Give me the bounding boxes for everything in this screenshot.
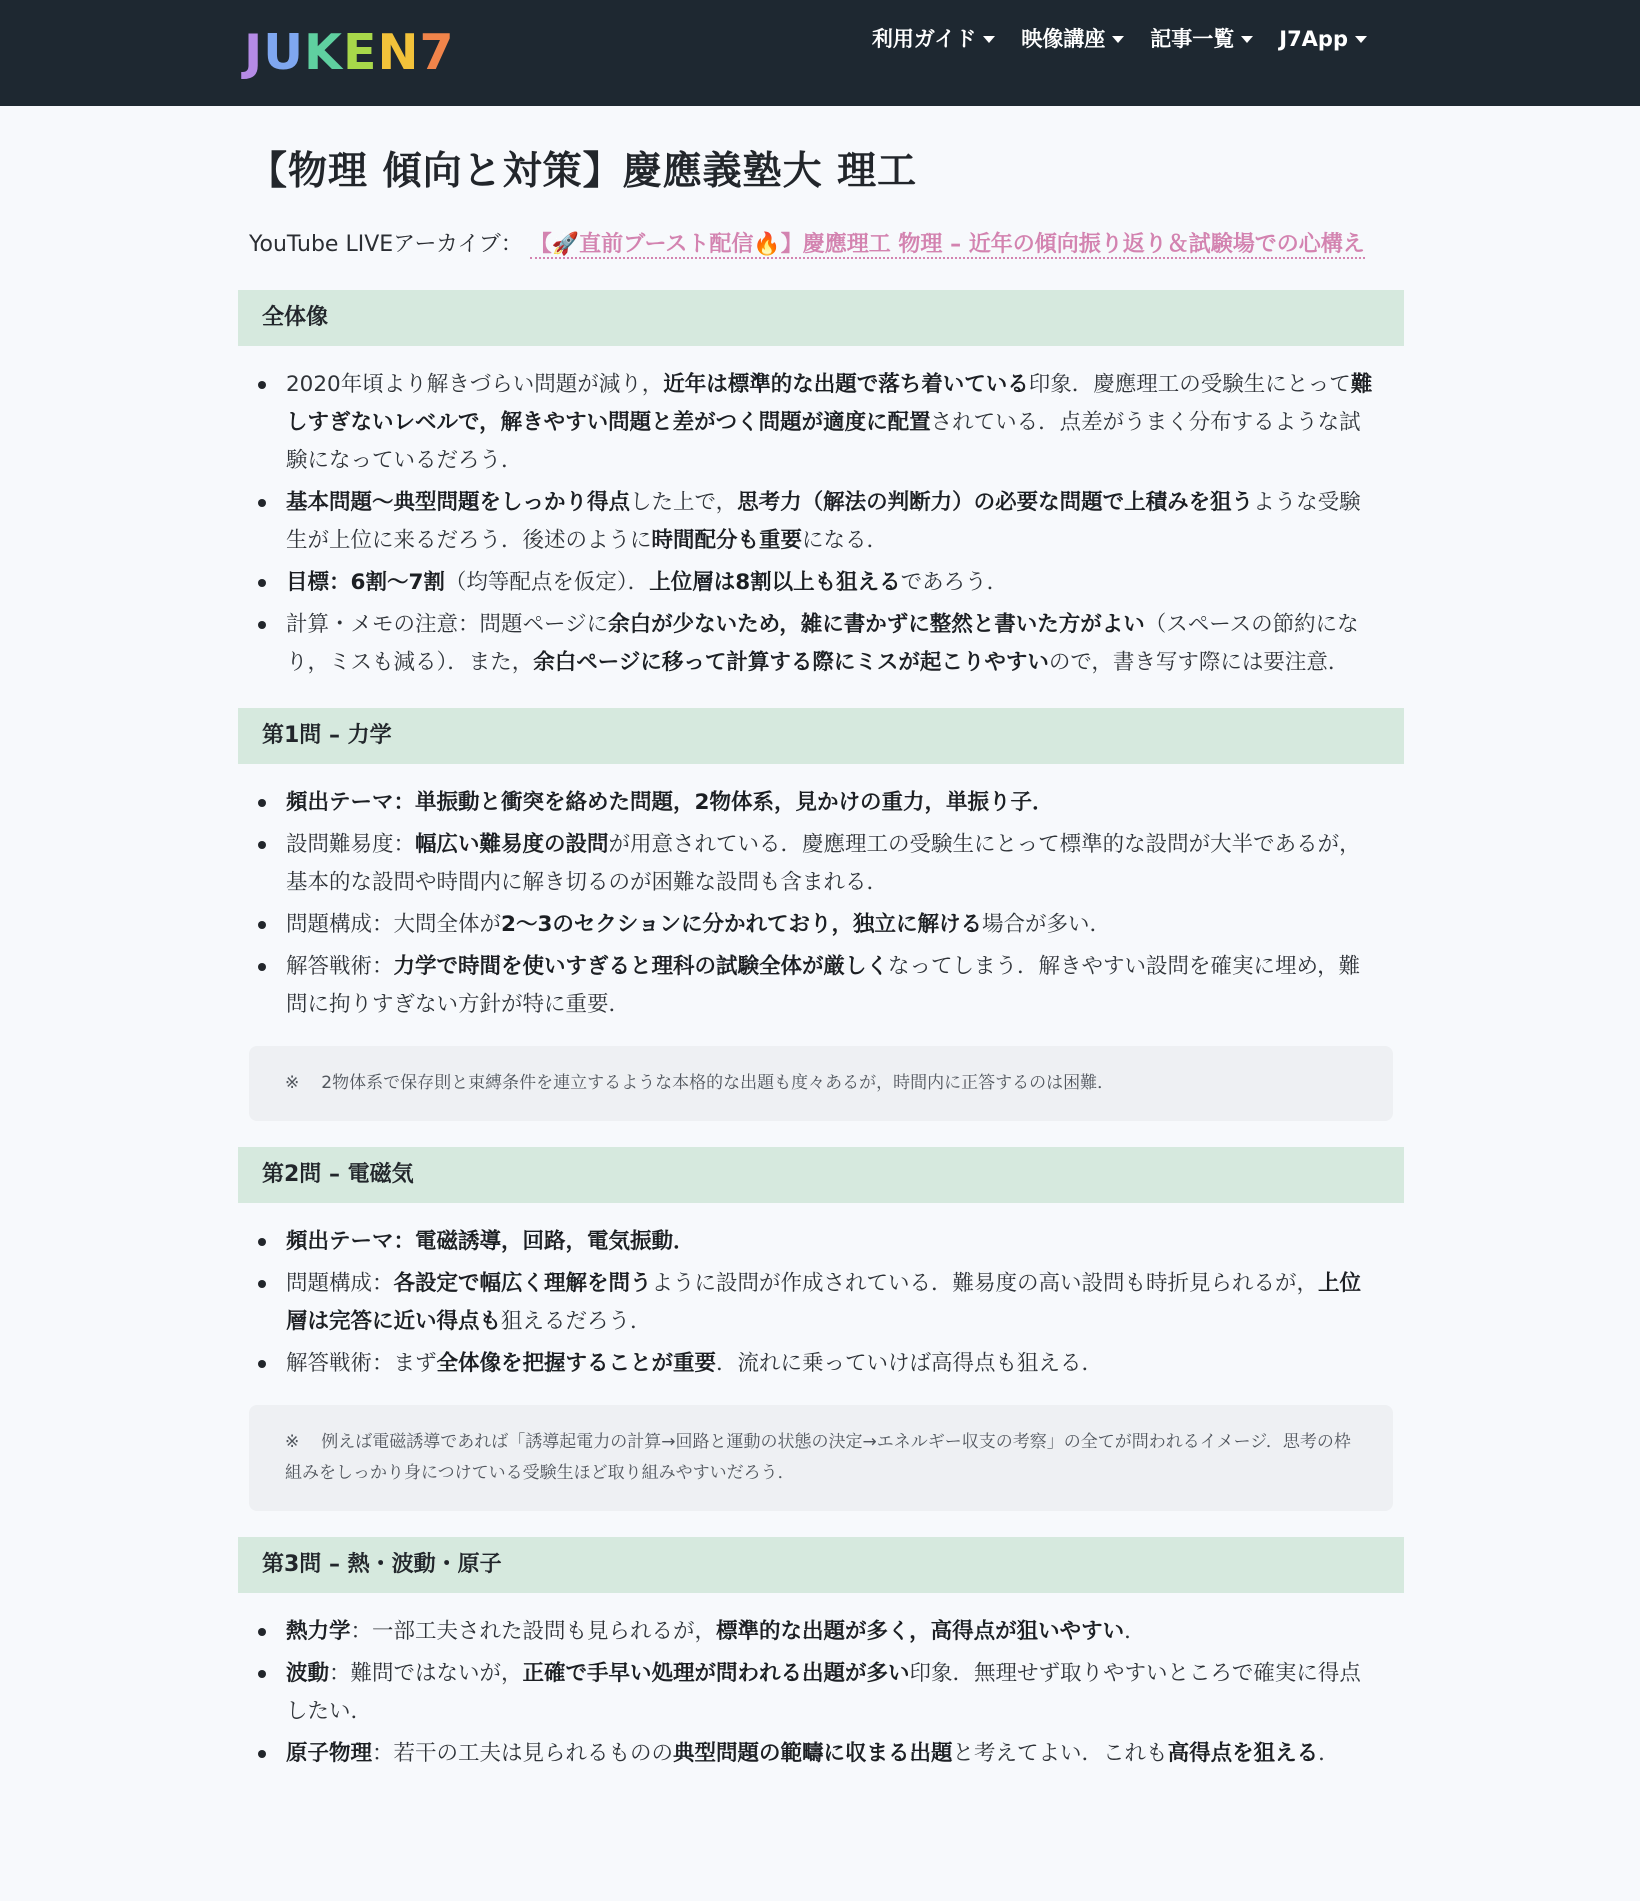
logo-letter: 7: [419, 24, 455, 81]
bullet-list: [238, 784, 1404, 1024]
page-title: 【物理 傾向と対策】慶應義塾大 理工: [248, 149, 918, 194]
emphasis-text: 熱力学: [286, 1619, 351, 1644]
main-nav-menu: [872, 22, 1367, 56]
logo-letter: N: [377, 24, 420, 81]
body-text: 計算・メモの注意：問題ページに: [286, 612, 609, 637]
body-text: ．流れに乗っていけば高得点も狙える．: [716, 1351, 1104, 1376]
note-box: [249, 1405, 1393, 1511]
bullet-item: [286, 1265, 1380, 1341]
emphasis-text: 力学で時間を使いすぎると理科の試験全体が厳しく: [393, 954, 889, 979]
body-text: ：若干の工夫は見られるものの: [372, 1741, 674, 1766]
nav-dropdown-label: J7App: [1279, 27, 1348, 51]
note-mark: ※: [285, 1432, 300, 1452]
note-text: 2物体系で保存則と束縛条件を連立するような本格的な出題も度々あるが，時間内に正答するのは困難．: [321, 1073, 1115, 1093]
emphasis-text: 時間配分も重要: [651, 528, 803, 553]
body-text: 2020年頃より解きづらい問題が減り，: [286, 372, 664, 397]
logo-letter: U: [263, 24, 305, 81]
body-text: （均等配点を仮定）．: [444, 570, 650, 595]
emphasis-text: 上位層は完答に近い得点も: [286, 1271, 1362, 1334]
emphasis-text: 上位層は8割以上も狙える: [649, 570, 901, 595]
body-text: 狙えるだろう．: [501, 1309, 652, 1334]
bullet-item: [286, 606, 1380, 682]
emphasis-text: 頻出テーマ：電磁誘導，回路，電気振動．: [286, 1229, 695, 1254]
caret-down-icon: [983, 36, 995, 43]
top-navbar: [0, 0, 1640, 106]
bullet-item: [286, 906, 1380, 944]
note-text: 例えば電磁誘導であれば「誘導起電力の計算→回路と運動の状態の決定→エネルギー収支の考察」の全てが問われるイメージ．思考の枠組みをしっかり身につけている受験生ほど取り組みやすいだろう．: [285, 1432, 1351, 1483]
nav-dropdown-1[interactable]: [872, 22, 995, 56]
emphasis-text: 余白ページに移って計算する際にミスが起こりやすい: [533, 650, 1049, 675]
nav-dropdown-2[interactable]: [1021, 22, 1124, 56]
body-text: ．: [1318, 1741, 1340, 1766]
section-header: 第3問 – 熱・波動・原子: [238, 1537, 1404, 1593]
nav-dropdown-3[interactable]: [1150, 22, 1253, 56]
body-text: 解答戦術：まず: [286, 1351, 437, 1376]
bullet-item: [286, 1735, 1380, 1773]
emphasis-text: 難しすぎないレベルで，解きやすい問題と差がつく問題が適度に配置: [286, 372, 1373, 435]
emphasis-text: 余白が少ないため，雑に書かずに整然と書いた方がよい: [608, 612, 1145, 637]
body-text: ような受験生が上位に来るだろう．後述のように: [286, 490, 1361, 553]
body-text: になる．: [802, 528, 889, 553]
caret-down-icon: [1241, 36, 1253, 43]
body-text: なってしまう．解きやすい設問を確実に埋め，難問に拘りすぎない方針が特に重要．: [286, 954, 1361, 1017]
body-text: ：一部工夫された設問も見られるが，: [350, 1619, 717, 1644]
body-text: ので，書き写す際には要注意．: [1048, 650, 1350, 675]
emphasis-text: 原子物理: [286, 1741, 373, 1766]
body-text: が用意されている．慶應理工の受験生にとって標準的な設問が大半であるが，基本的な設問や時間内に解き切るのが困難な設問も含まれる．: [286, 832, 1361, 895]
emphasis-text: 各設定で幅広く理解を問う: [393, 1271, 652, 1296]
body-text: 問題構成：: [286, 1271, 394, 1296]
body-text: （スペースの節約になり，ミスも減る）．また，: [286, 612, 1359, 675]
emphasis-text: 頻出テーマ：単振動と衝突を絡めた問題，2物体系，見かけの重力，単振り子．: [286, 790, 1054, 815]
body-text: 印象．無理せず取りやすいところで確実に得点したい．: [286, 1661, 1361, 1724]
youtube-archive-prefix: YouTube LIVEアーカイブ：: [249, 232, 523, 257]
emphasis-text: 思考力（解法の判断力）の必要な問題で上積みを狙う: [737, 490, 1254, 515]
bullet-item: [286, 1613, 1380, 1651]
section-header: 全体像: [238, 290, 1404, 346]
youtube-archive-link[interactable]: 【🚀直前ブースト配信🔥】慶應理工 物理 – 近年の傾向振り返り＆試験場での心構え: [529, 232, 1365, 257]
bullet-item: [286, 484, 1380, 560]
emphasis-text: 標準的な出題が多く，高得点が狙いやすい: [716, 1619, 1125, 1644]
note-mark: ※: [285, 1073, 300, 1093]
emphasis-text: 高得点を狙える: [1167, 1741, 1319, 1766]
nav-dropdown-4[interactable]: [1279, 22, 1367, 56]
body-text: されている．点差がうまく分布するような試験になっているだろう．: [286, 410, 1361, 473]
nav-dropdown-label: 利用ガイド: [871, 27, 977, 51]
nav-dropdown-label: 映像講座: [1021, 27, 1106, 51]
emphasis-text: 目標：6割〜7割: [286, 570, 445, 595]
bullet-item: [286, 948, 1380, 1024]
nav-dropdown-label: 記事一覧: [1150, 27, 1235, 51]
bullet-list: [238, 366, 1404, 682]
emphasis-text: 典型問題の範疇に収まる出題: [673, 1741, 953, 1766]
emphasis-text: 近年は標準的な出題で落ち着いている: [663, 372, 1029, 397]
emphasis-text: 2〜3のセクションに分かれており，独立に解ける: [501, 912, 983, 937]
logo-letter: E: [343, 24, 378, 81]
body-text: であろう．: [900, 570, 1009, 595]
body-text: 印象．慶應理工の受験生にとって: [1028, 372, 1351, 397]
body-text: した上で，: [630, 490, 738, 515]
emphasis-text: 幅広い難易度の設問: [415, 832, 609, 857]
section-header: 第2問 – 電磁気: [238, 1147, 1404, 1203]
logo-letter: K: [304, 24, 344, 81]
bullet-list: [238, 1223, 1404, 1383]
youtube-archive-line: [249, 226, 1392, 264]
bullet-item: [286, 1345, 1380, 1383]
emphasis-text: 全体像を把握することが重要: [436, 1351, 717, 1376]
emphasis-text: 基本問題〜典型問題をしっかり得点: [286, 490, 631, 515]
site-logo[interactable]: [244, 24, 455, 81]
article-sections: [238, 290, 1404, 1773]
emphasis-text: 波動: [286, 1661, 330, 1686]
bullet-item: [286, 366, 1380, 480]
note-box: [249, 1046, 1393, 1121]
body-text: 場合が多い．: [982, 912, 1112, 937]
bullet-item: [286, 1655, 1380, 1731]
logo-letter: J: [244, 24, 264, 81]
bullet-list: [238, 1613, 1404, 1773]
body-text: 解答戦術：: [286, 954, 394, 979]
caret-down-icon: [1112, 36, 1124, 43]
section-header: 第1問 – 力学: [238, 708, 1404, 764]
bullet-item: [286, 826, 1380, 902]
body-text: 問題構成：大問全体が: [286, 912, 502, 937]
bullet-item: [286, 564, 1380, 602]
body-text: ように設問が作成されている．難易度の高い設問も時折見られるが，: [651, 1271, 1319, 1296]
bullet-item: [286, 1223, 1380, 1261]
body-text: ．: [1124, 1619, 1146, 1644]
article-main: [238, 144, 1404, 1773]
body-text: ：難問ではないが，: [329, 1661, 523, 1686]
body-text: 設問難易度：: [286, 832, 416, 857]
emphasis-text: 正確で手早い処理が問われる出題が多い: [522, 1661, 910, 1686]
caret-down-icon: [1355, 36, 1367, 43]
bullet-item: [286, 784, 1380, 822]
body-text: と考えてよい．これも: [952, 1741, 1168, 1766]
